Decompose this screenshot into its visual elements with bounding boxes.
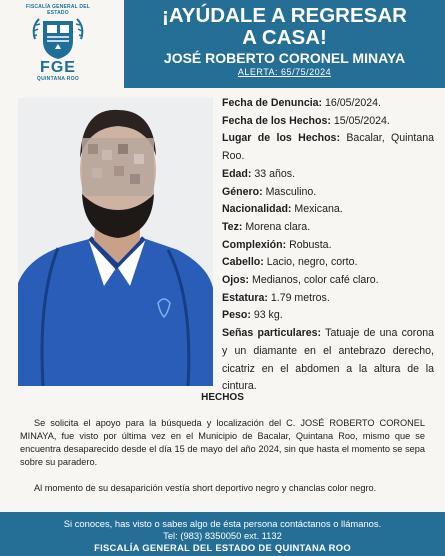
header-title-line2: A CASA! [242,26,327,49]
detail-denuncia: Fecha de Denuncia: 16/05/2024. [222,97,381,109]
footer-agency: FISCALÍA GENERAL DEL ESTADO DE QUINTANA ROO [94,542,351,553]
alert-number: ALERTA: 65/75/2024 [237,67,332,77]
logo-top-text: FISCALÍA GENERAL DEL ESTADO [25,4,90,16]
detail-ojos: Ojos: Medianos, color café claro. [222,274,379,287]
logo-acronym: FGE [40,59,76,76]
hechos-title: HECHOS [201,392,244,403]
detail-complexion: Complexión: Robusta. [222,238,332,251]
detail-peso: Peso: 93 kg. [222,309,283,322]
detail-edad: Edad: 33 años. [222,167,296,180]
logo-state: QUINTANA ROO [36,76,80,82]
alert-header [124,0,445,88]
contact-footer [0,512,445,556]
detail-nacionalidad: Nacionalidad: Mexicana. [222,203,343,216]
detail-estatura: Estatura: 1.79 metros. [222,291,330,304]
header-title-line1: ¡AYÚDALE A REGRESAR [162,4,407,27]
person-details [222,95,434,396]
footer-phone: Tel: (983) 8350050 ext. 1132 [163,530,282,541]
detail-cabello: Cabello: Lacio, negro, corto. [222,256,358,269]
detail-lugar: Lugar de los Hechos: Bacalar, Quintana Roo. [222,132,434,163]
state-shield-icon [29,17,87,61]
missing-person-name: JOSÉ ROBERTO CORONEL MINAYA [163,50,406,66]
fge-logo [18,4,98,90]
hechos-paragraph: Se solicita el apoyo para la búsqueda y localización del C. JOSÉ ROBERTO CORONEL MINAYA, fue visto por última vez en el Municipio de Bacalar, Quintana Roo, mismo que se encuentra desaparecido desde el día 15 de mayo del año 2024, sin que hasta el momento se sepa sobre su paradero. [20,418,425,467]
detail-genero: Género: Masculino. [222,185,317,198]
footer-call-to-action: Si conoces, has visto o sabes algo de ésta persona contáctanos o llámanos. [63,518,382,529]
detail-tez: Tez: Morena clara. [222,220,311,233]
detail-senas: Señas particulares: Tatuaje de una corona y un diamante en el antebrazo derecho, cicatriz en el abdomen a la altura de la cintura. [222,327,434,393]
clothing-paragraph: Al momento de su desaparición vestía short deportivo negro y chanclas color negro. [34,483,377,493]
detail-fecha-hechos: Fecha de los Hechos: 15/05/2024. [222,114,390,127]
missing-person-photo [18,98,213,386]
